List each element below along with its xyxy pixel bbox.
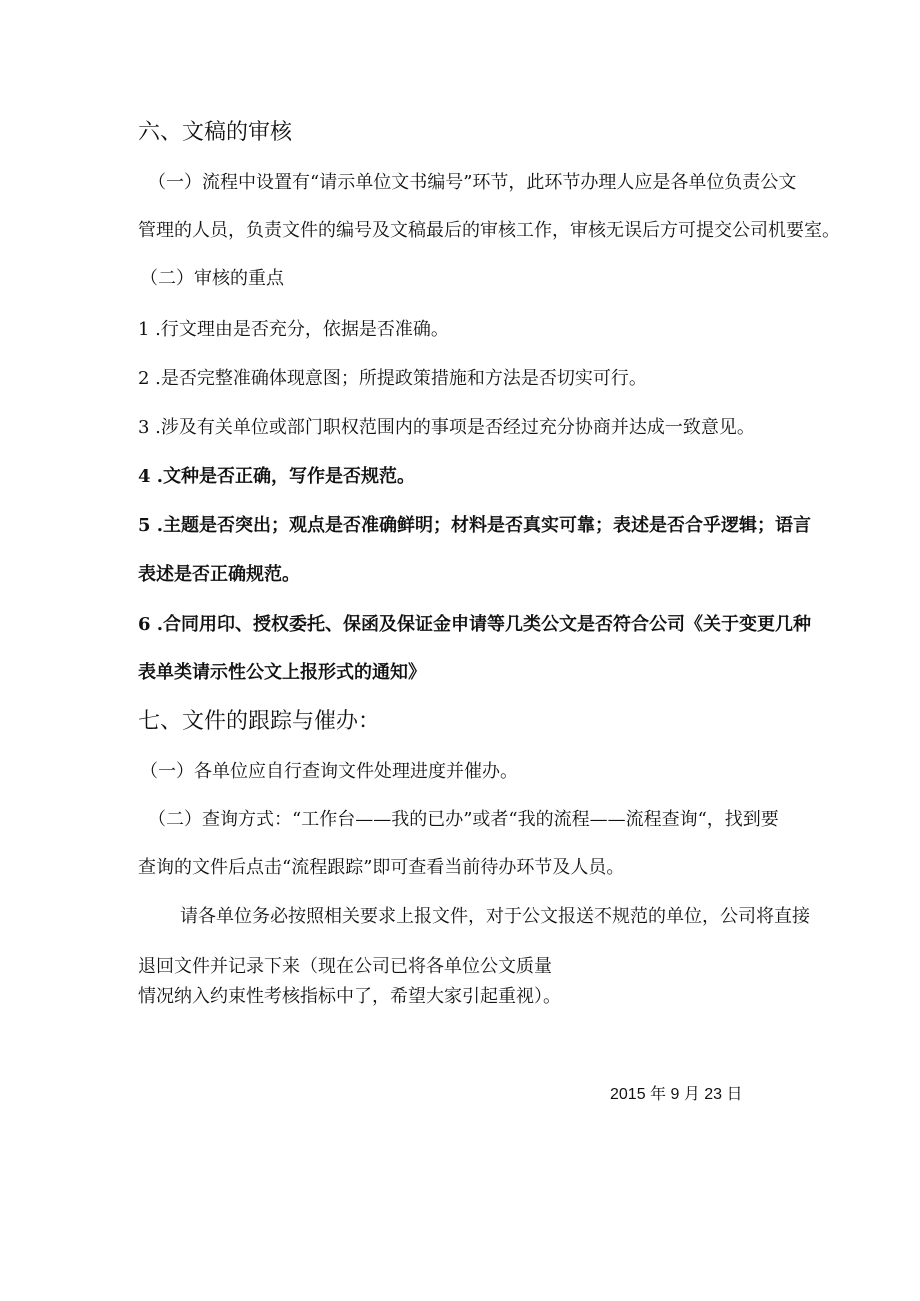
closing-line: 退回文件并记录下来（现在公司已将各单位公文质量 bbox=[138, 956, 552, 977]
closing-line: 情况纳入约束性考核指标中了，希望大家引起重视）。 bbox=[138, 986, 561, 1007]
paragraph-line: 查询的文件后点击“流程跟踪”即可查看当前待办环节及人员。 bbox=[138, 857, 625, 878]
section-heading: 六、文稿的审核 bbox=[138, 119, 293, 144]
list-item-continuation: 表单类请示性公文上报形式的通知》 bbox=[138, 662, 426, 683]
paragraph-line: 管理的人员，负责文件的编号及文稿最后的审核工作，审核无误后方可提交公司机要室。 bbox=[138, 220, 840, 241]
section-heading: 七、文件的跟踪与催办： bbox=[138, 708, 381, 733]
list-item: 5 .主题是否突出；观点是否准确鲜明；材料是否真实可靠；表述是否合乎逻辑；语言 bbox=[138, 515, 812, 536]
list-item: 1 .行文理由是否充分，依据是否准确。 bbox=[138, 319, 449, 340]
subheading: （二）审核的重点 bbox=[140, 268, 284, 289]
paragraph-line: （一）各单位应自行查询文件处理进度并催办。 bbox=[140, 761, 518, 782]
paragraph-line: （二）查询方式：“工作台——我的已办”或者“我的流程——流程查询“，找到要 bbox=[148, 809, 779, 830]
list-item-continuation: 表述是否正确规范。 bbox=[138, 564, 300, 585]
list-item: 4 .文种是否正确，写作是否规范。 bbox=[138, 466, 416, 487]
list-item: 3 .涉及有关单位或部门职权范围内的事项是否经过充分协商并达成一致意见。 bbox=[138, 417, 755, 438]
list-item: 6 .合同用印、授权委托、保函及保证金申请等几类公文是否符合公司《关于变更几种 bbox=[138, 614, 812, 635]
closing-line: 请各单位务必按照相关要求上报文件，对于公文报送不规范的单位，公司将直接 bbox=[180, 906, 810, 927]
document-date: 2015 年 9 月 23 日 bbox=[610, 1086, 743, 1103]
paragraph-line: （一）流程中设置有“请示单位文书编号”环节，此环节办理人应是各单位负责公文 bbox=[148, 172, 797, 193]
list-item: 2 .是否完整准确体现意图；所提政策措施和方法是否切实可行。 bbox=[138, 368, 647, 389]
